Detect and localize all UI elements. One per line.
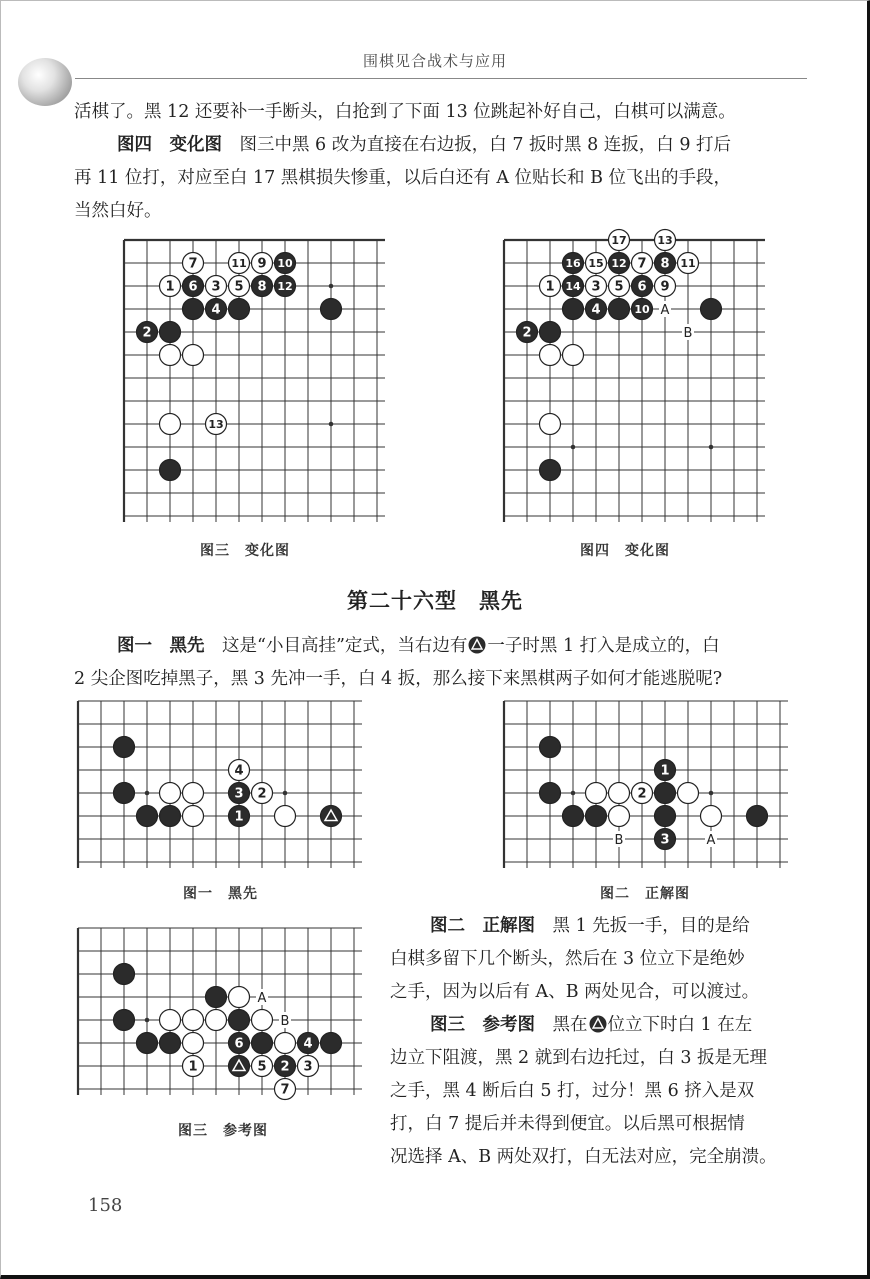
white-stone (183, 783, 204, 804)
solution-label: 图二 正解图 (430, 916, 535, 936)
point-marker-label: A (257, 991, 267, 1006)
white-stone (206, 276, 227, 297)
caption-fig4-variation: 图四 变化图 (580, 543, 670, 559)
white-stone (160, 345, 181, 366)
move-number: 1 (234, 809, 244, 825)
move-number: 9 (660, 279, 670, 295)
solution-line-1: 图二 正解图 黑 1 先扳一手，目的是给 (430, 916, 750, 936)
black-stone (563, 299, 584, 320)
white-stone (540, 345, 561, 366)
white-stone (655, 230, 676, 251)
page-number: 158 (88, 1195, 123, 1216)
black-stone (655, 829, 676, 850)
white-stone (298, 1056, 319, 1077)
black-stone (321, 1033, 342, 1054)
move-number: 8 (257, 279, 267, 295)
white-stone (160, 276, 181, 297)
solution-line-3: 之手，因为以后有 A、B 两处见合，可以渡过。 (390, 982, 760, 1002)
point-marker-label: B (280, 1014, 290, 1029)
white-stone (252, 783, 273, 804)
black-stone (655, 760, 676, 781)
white-stone (609, 783, 630, 804)
black-stone (275, 276, 296, 297)
white-stone (183, 253, 204, 274)
star-point (571, 445, 576, 450)
black-triangle-stone-icon (468, 636, 486, 654)
white-stone (160, 414, 181, 435)
move-number: 4 (234, 763, 244, 779)
move-number: 16 (565, 256, 581, 270)
move-number: 1 (165, 279, 175, 295)
move-number: 2 (280, 1059, 290, 1075)
intro-line-1: 活棋了。黑 12 还要补一手断头，白抢到了下面 13 位跳起补好自己，白棋可以满意。 (74, 102, 736, 122)
move-number: 11 (231, 256, 247, 270)
move-number: 1 (660, 763, 670, 779)
problem-line-1: 图一 黑先 这是“小目高挂”定式，当右边有 一子时黑 1 打入是成立的，白 (117, 636, 720, 656)
reference-label: 图三 参考图 (430, 1015, 535, 1035)
move-number: 10 (277, 256, 293, 270)
white-stone (678, 783, 699, 804)
star-point (283, 791, 288, 796)
black-stone (206, 299, 227, 320)
white-stone (678, 253, 699, 274)
black-stone (275, 253, 296, 274)
white-stone (540, 276, 561, 297)
move-number: 13 (657, 233, 673, 247)
move-number: 3 (211, 279, 221, 295)
move-number: 12 (277, 279, 293, 293)
black-stone (586, 806, 607, 827)
move-number: 1 (545, 279, 555, 295)
move-number: 3 (591, 279, 601, 295)
white-stone (563, 345, 584, 366)
problem-label: 图一 黑先 (117, 636, 205, 656)
problem-line-2: 2 尖企图吃掉黑子，黑 3 先冲一手，白 4 扳，那么接下来黑棋两子如何才能逃脱呢? (74, 669, 723, 689)
white-stone (586, 783, 607, 804)
black-stone (114, 1010, 135, 1031)
caption-fig1: 图一 黑先 (183, 886, 258, 902)
point-marker-label: B (683, 326, 693, 341)
black-stone (114, 964, 135, 985)
white-stone (183, 1033, 204, 1054)
point-marker-label: A (706, 833, 716, 848)
white-stone (655, 276, 676, 297)
move-number: 5 (614, 279, 624, 295)
move-number: 12 (611, 256, 627, 270)
star-point (329, 422, 334, 427)
move-number: 2 (142, 325, 152, 341)
black-stone (563, 806, 584, 827)
white-stone (609, 276, 630, 297)
reference-line-2: 边立下阻渡，黑 2 就到右边托过，白 3 扳是无理 (390, 1048, 768, 1068)
black-stone (183, 276, 204, 297)
black-stone (517, 322, 538, 343)
reference-line-3: 之手，黑 4 断后白 5 打，过分！黑 6 挤入是双 (390, 1081, 755, 1101)
white-stone (229, 760, 250, 781)
black-stone (229, 299, 250, 320)
black-stone (540, 783, 561, 804)
move-number: 5 (234, 279, 244, 295)
go-board-fig2 (500, 697, 810, 865)
go-board-fig3-reference (74, 924, 384, 1098)
white-stone (275, 806, 296, 827)
black-stone (229, 783, 250, 804)
star-point (329, 284, 334, 289)
move-number: 4 (303, 1036, 313, 1052)
black-stone (252, 276, 273, 297)
black-stone (114, 737, 135, 758)
move-number: 6 (188, 279, 198, 295)
point-marker-label: B (614, 833, 624, 848)
move-number: 1 (188, 1059, 198, 1075)
white-stone (252, 1010, 273, 1031)
header-rule (75, 78, 807, 79)
move-number: 15 (588, 256, 604, 270)
intro-fig4-line-2: 再 11 位打，对应至白 17 黑棋损失惨重，以后白还有 A 位贴长和 B 位飞出的手段， (74, 168, 732, 188)
black-stone (701, 299, 722, 320)
white-stone (632, 253, 653, 274)
caption-fig3-variation: 图三 变化图 (200, 543, 290, 559)
white-stone (160, 1010, 181, 1031)
black-stone (609, 299, 630, 320)
black-stone (563, 253, 584, 274)
black-stone (229, 1033, 250, 1054)
move-number: 7 (637, 256, 647, 272)
star-point (709, 791, 714, 796)
black-stone (160, 1033, 181, 1054)
black-stone (321, 806, 342, 827)
white-stone (183, 1010, 204, 1031)
move-number: 6 (637, 279, 647, 295)
white-stone (586, 276, 607, 297)
white-stone (183, 1056, 204, 1077)
black-stone (114, 783, 135, 804)
black-stone (160, 806, 181, 827)
black-stone (632, 299, 653, 320)
solution-line-2: 白棋多留下几个断头，然后在 3 位立下是绝妙 (390, 949, 745, 969)
black-stone (586, 299, 607, 320)
go-board-fig4-variation (500, 233, 762, 522)
white-stone (206, 414, 227, 435)
star-point (709, 445, 714, 450)
black-stone (183, 299, 204, 320)
move-number: 7 (280, 1082, 290, 1098)
move-number: 14 (565, 279, 581, 293)
black-stone (655, 806, 676, 827)
black-stone (540, 460, 561, 481)
white-stone (183, 345, 204, 366)
point-marker-label: A (660, 303, 670, 318)
black-stone (229, 1056, 250, 1077)
black-stone (298, 1033, 319, 1054)
black-stone (229, 1010, 250, 1031)
star-point (145, 791, 150, 796)
move-number: 3 (234, 786, 244, 802)
black-stone (160, 460, 181, 481)
move-number: 4 (211, 302, 221, 318)
go-board-fig1 (74, 697, 384, 865)
white-stone (701, 806, 722, 827)
white-stone (632, 783, 653, 804)
black-stone (632, 276, 653, 297)
move-number: 9 (257, 256, 267, 272)
black-stone (275, 1056, 296, 1077)
star-point (571, 791, 576, 796)
white-stone (160, 783, 181, 804)
black-stone (229, 806, 250, 827)
black-stone (321, 299, 342, 320)
white-stone (540, 414, 561, 435)
white-stone (275, 1033, 296, 1054)
running-header: 围棋见合战术与应用 (362, 52, 507, 70)
move-number: 2 (522, 325, 532, 341)
black-stone (540, 737, 561, 758)
black-triangle-stone-icon (589, 1015, 607, 1033)
move-number: 10 (634, 302, 650, 316)
white-stone (183, 806, 204, 827)
white-stone (252, 253, 273, 274)
caption-fig3-reference: 图三 参考图 (178, 1123, 268, 1139)
move-number: 8 (660, 256, 670, 272)
black-stone (540, 322, 561, 343)
white-stone (206, 1010, 227, 1031)
black-stone (655, 253, 676, 274)
black-stone (137, 806, 158, 827)
move-number: 5 (257, 1059, 267, 1075)
white-stone (229, 276, 250, 297)
reference-line-5: 况选择 A、B 两处双打，白无法对应，完全崩溃。 (390, 1147, 777, 1167)
move-number: 17 (611, 233, 627, 247)
caption-fig2: 图二 正解图 (600, 886, 690, 902)
fig4-text: 图三中黑 6 改为直接在右边扳，白 7 扳时黑 8 连扳，白 9 打后 (222, 135, 732, 155)
go-board-fig3-variation (120, 236, 382, 522)
white-stone (586, 253, 607, 274)
move-number: 11 (680, 256, 696, 270)
move-number: 3 (660, 832, 670, 848)
black-stone (609, 253, 630, 274)
move-number: 4 (591, 302, 601, 318)
white-stone (229, 253, 250, 274)
black-stone (252, 1033, 273, 1054)
move-number: 2 (257, 786, 267, 802)
white-stone (609, 806, 630, 827)
move-number: 13 (208, 417, 224, 431)
black-stone (747, 806, 768, 827)
black-stone (655, 783, 676, 804)
black-stone (137, 1033, 158, 1054)
white-stone (252, 1056, 273, 1077)
black-stone (137, 322, 158, 343)
intro-fig4-line-3: 当然白好。 (74, 201, 162, 221)
move-number: 6 (234, 1036, 244, 1052)
black-stone (206, 987, 227, 1008)
reference-line-4: 打，白 7 提后并未得到便宜。以后黑可根据情 (390, 1114, 745, 1134)
intro-fig4-line-1 (117, 129, 731, 162)
white-stone (609, 230, 630, 251)
fig4-label: 图四 变化图 (117, 135, 222, 155)
white-stone (229, 987, 250, 1008)
black-stone (160, 322, 181, 343)
white-stone (275, 1079, 296, 1100)
move-number: 3 (303, 1059, 313, 1075)
move-number: 7 (188, 256, 198, 272)
reference-line-1: 图三 参考图 黑在 位立下时白 1 在左 (430, 1015, 753, 1035)
star-point (145, 1018, 150, 1023)
section-title: 第二十六型 黑先 (347, 589, 523, 613)
move-number: 2 (637, 786, 647, 802)
black-stone (563, 276, 584, 297)
